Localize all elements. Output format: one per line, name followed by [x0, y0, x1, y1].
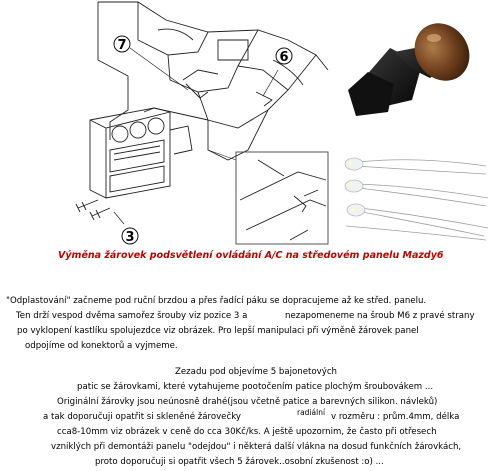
text-line: cca8-10mm viz obrázek v ceně do cca 30Kč/ks. A ještě upozornim, že často při otřesech: [57, 427, 437, 437]
text-line: Originální žárovky jsou neúnosně drahé(jsou včetně patice a barevných silikon. návleků): [57, 397, 438, 407]
text-line: v rozměru : prům.4mm, délka: [331, 412, 460, 422]
callout-6: 6: [279, 50, 289, 65]
dashboard-diagram: [58, 0, 330, 246]
text-line: Ten drží vespod dvěma samořez šrouby viz pozice 3 a: [16, 311, 248, 321]
text-line: "Odplastování" začneme pod ruční brzdou a přes řadící páku se dopracujeme až ke střed. panelu.: [6, 296, 427, 306]
bulb-socket-photo: [334, 8, 494, 130]
callout-3: 3: [125, 230, 135, 245]
text-line: odpojíme od konektorů a vyjmeme.: [25, 341, 178, 351]
text-line: radiální: [297, 408, 326, 417]
text-line: nezapomeneme na šroub M6 z pravé strany: [285, 311, 475, 321]
text-line: po vyklopení kastlíku spolujezdce viz obrázek. Pro lepší manipulaci při výměně žárovek panel: [17, 326, 419, 336]
text-line: Zezadu pod objevíme 5 bajonetových: [175, 367, 338, 377]
text-line: a tak doporučuji opatřit si skleněné žárovečky: [43, 412, 241, 422]
text-line: proto doporučuji si opatřit všech 5 žárovek..osobní zkušenost :o) ...: [95, 457, 384, 467]
text-line: patic se žárovkami, které vytahujeme pootočením patice plochým šroubovákem ...: [77, 382, 434, 392]
callout-7: 7: [117, 38, 127, 53]
page-title: Výměna žárovek podsvětlení ovládání A/C na středovém panelu Mazdy6: [58, 250, 444, 261]
glass-bulbs-photo: [336, 136, 496, 244]
text-line: vzniklých při demontáži panelu "odejdou" i některá další vlákna na dosud funkčních žárovkách,: [51, 442, 462, 452]
